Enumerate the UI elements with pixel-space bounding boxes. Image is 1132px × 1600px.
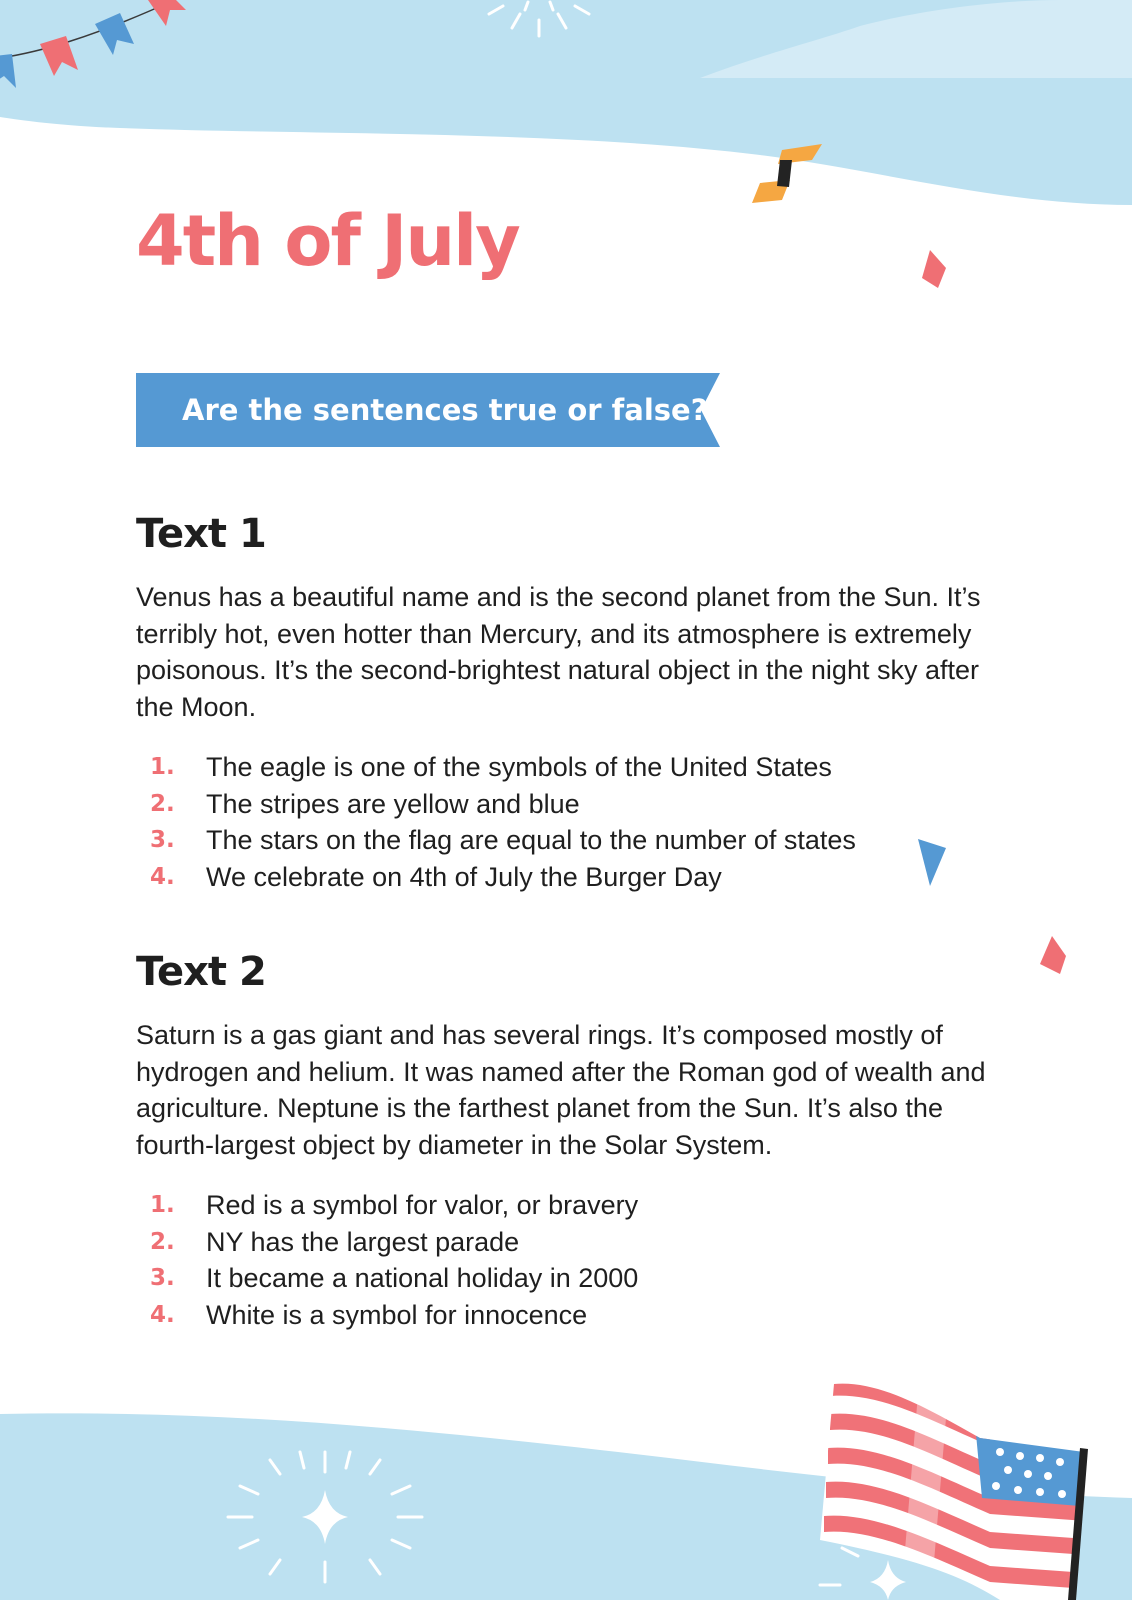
list-number: 3. [150,827,175,853]
list-number: 4. [150,863,175,890]
banner-label: Are the sentences true or false? [182,393,708,427]
list-item-text: Red is a symbol for valor, or bravery [206,1190,639,1220]
list-number: 1. [150,1192,175,1218]
list-item-text: It became a national holiday in 2000 [206,1263,639,1293]
statement-list-text-2 [136,1187,1016,1333]
section-paragraph-text-1: Venus has a beautiful name and is the second planet from the Sun. It’s terribly hot, even hotter than Mercury, and its atmosphere is extremely poisonous. It’s the second-brightest natural object in the night sky after the Moon. [136,582,981,722]
list-item-text: The stripes are yellow and blue [206,788,580,819]
page-title: 4th of July [136,200,519,282]
section-heading-text-2: Text 2 [136,949,266,995]
list-item [136,786,1016,823]
list-item-text: We celebrate on 4th of July the Burger Day [206,861,722,892]
list-item [136,822,1016,859]
list-item-text: The eagle is one of the symbols of the United States [206,752,832,782]
list-number: 3. [150,1265,175,1291]
list-item [136,1297,1016,1334]
list-item-text: NY has the largest parade [206,1226,520,1257]
list-item [136,1187,1016,1224]
instruction-banner [136,373,720,447]
list-item-text: White is a symbol for innocence [206,1299,588,1330]
statement-list-text-1 [136,749,1016,895]
list-item [136,1260,1016,1297]
section-heading-text-1: Text 1 [136,511,266,557]
list-item [136,1224,1016,1261]
list-number: 4. [150,1301,175,1328]
list-number: 2. [150,1228,175,1255]
list-number: 1. [150,754,175,780]
list-number: 2. [150,790,175,817]
list-item [136,749,1016,786]
list-item [136,859,1016,896]
list-item-text: The stars on the flag are equal to the number of states [206,825,856,855]
section-paragraph-text-2: Saturn is a gas giant and has several rings. It’s composed mostly of hydrogen and helium. It was named after the Roman god of wealth and agriculture. Neptune is the farthest planet from the Sun. It’s also the fourth-largest object by diameter in the Solar System. [136,1020,986,1160]
